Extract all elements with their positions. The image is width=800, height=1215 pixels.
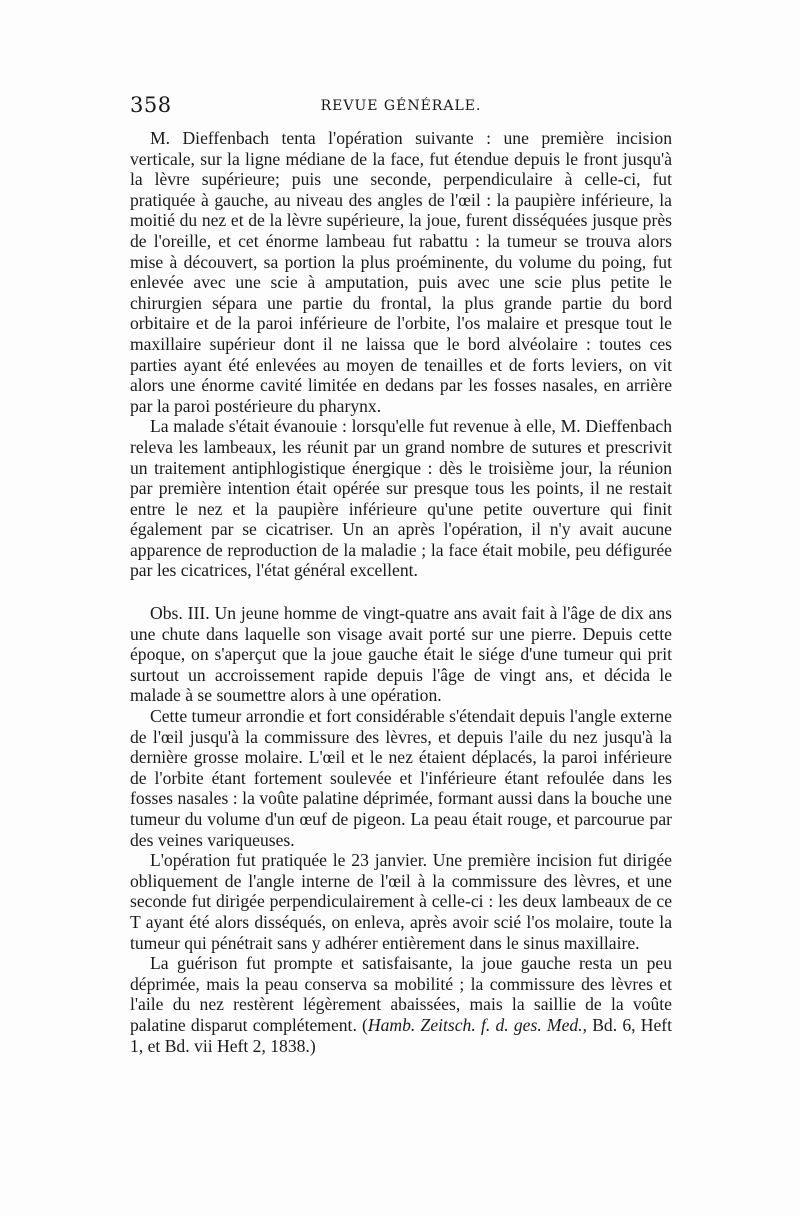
paragraph-recovery: La malade s'était évanouie : lorsqu'elle fut revenue à elle, M. Dieffenbach releva les lambeaux, les réunit par un grand nombre de sutures et prescrivit un traitement antiphlogistique énergique : dès le troisième jour, la réunion par première intention était opérée sur presque tous les points, il ne restait entre le nez et la paupière inférieure qu'une petite ouverture qui finit également par se cicatriser. Un an après l'opération, il n'y avait aucune apparence de reproduction de la maladie ; la face était mobile, peu défigurée par les cicatrices, l'état général excellent.	[130, 416, 672, 581]
citation-journal: Hamb. Zeitsch. f. d. ges. Med.	[367, 1014, 583, 1035]
running-title: REVUE GÉNÉRALE.	[320, 98, 482, 114]
paragraph-healing	[130, 953, 672, 1056]
paragraph-dieffenbach-operation: M. Dieffenbach tenta l'opération suivante : une première incision verticale, sur la ligne médiane de la face, fut étendue depuis le front jusqu'à la lèvre supérieure; puis une seconde, perpendiculaire à celle-ci, fut pratiquée à gauche, au niveau des angles de l'œil : la paupière inférieure, la moitié du nez et de la lèvre supérieure, la joue, furent disséquées jusque près de l'oreille, et cet énorme lambeau fut rabattu : la tumeur se trouva alors mise à découvert, sa portion la plus proéminente, du volume du poing, fut enlevée avec une scie à amputation, puis avec une scie plus petite le chirurgien sépara une partie du frontal, la plus grande partie du bord orbitaire et de la paroi inférieure de l'orbite, l'os malaire et presque tout le maxillaire supérieur dont il ne laissa que le bord alvéolaire : toutes ces parties ayant été enlevées au moyen de tenailles et de forts leviers, on vit alors une énorme cavité limitée en dedans par les fosses nasales, en arrière par la paroi postérieure du pharynx.	[130, 128, 672, 416]
body-text	[130, 128, 672, 1056]
healing-text: La guérison fut prompte et satisfaisante, la joue gauche resta un peu déprimée, mais la peau conserva sa mobilité ; la commissure des lèvres et l'aile du nez restèrent légèrement abaissées, mais la saillie de la voûte palatine disparut complétement. (	[130, 953, 672, 1035]
paragraph-operation-details: L'opération fut pratiquée le 23 janvier. Une première incision fut dirigée obliquement de l'angle interne de l'œil à la commissure des lèvres, et une seconde fut dirigée perpendiculairement à celle-ci : les deux lambeaux de ce T ayant été alors disséqués, on enleva, après avoir scié l'os molaire, toute la tumeur qui pénétrait sans y adhérer entièrement dans le sinus maxillaire.	[130, 850, 672, 953]
paragraph-tumor-description: Cette tumeur arrondie et fort considérable s'étendait depuis l'angle externe de l'œil jusqu'à la commissure des lèvres, et depuis l'aile du nez jusqu'à la dernière grosse molaire. L'œil et le nez étaient déplacés, la paroi inférieure de l'orbite étant fortement soulevée et l'inférieure étant refoulée dans les fosses nasales : la voûte palatine déprimée, formant aussi dans la bouche une tumeur du volume d'un œuf de pigeon. La peau était rouge, et parcourue par des veines variqueuses.	[130, 706, 672, 850]
citation-reference: , Bd. 6, Heft 1, et Bd. vii Heft 2, 1838.)	[130, 1014, 673, 1056]
paragraph-observation-3: Obs. III. Un jeune homme de vingt-quatre ans avait fait à l'âge de dix ans une chute dans laquelle son visage avait porté sur une pierre. Depuis cette époque, on s'aperçut que la joue gauche était le siége d'une tumeur qui prit surtout un accroissement rapide depuis l'âge de vingt ans, et décida le malade à se soumettre alors à une opération.	[130, 603, 672, 706]
page-number: 358	[130, 93, 172, 117]
page-header	[130, 93, 672, 123]
